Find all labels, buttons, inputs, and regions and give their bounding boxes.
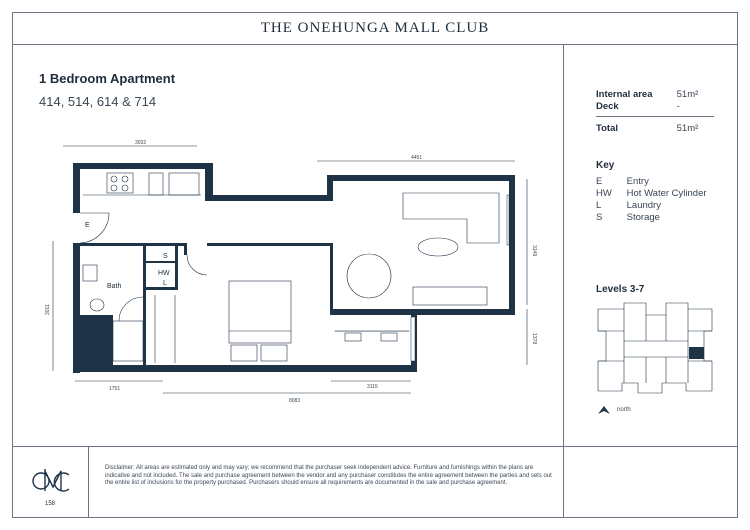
dim-bottom-left: 1751 — [109, 386, 121, 392]
key-desc: Entry — [626, 176, 649, 187]
bed — [229, 281, 291, 343]
stool-2 — [381, 333, 397, 341]
hob-4 — [122, 185, 128, 191]
vanity — [83, 265, 97, 281]
key-item — [596, 176, 649, 187]
label-storage: S — [163, 253, 168, 260]
apartment-title: 1 Bedroom Apartment — [39, 71, 176, 86]
wall-store-hw — [146, 261, 175, 263]
sofa — [403, 193, 499, 243]
apartment-units: 414, 514, 614 & 714 — [39, 94, 157, 109]
total-value: 51m² — [676, 123, 699, 134]
wall-living-bottom — [333, 309, 515, 315]
key-item — [596, 200, 661, 211]
wall-store-right — [175, 246, 178, 290]
stool-1 — [345, 333, 361, 341]
key-desc: Laundry — [626, 200, 661, 211]
wall-living-top — [327, 175, 515, 181]
dim-right-upper: 3149 — [531, 245, 537, 257]
key-item — [596, 188, 707, 199]
key-abbr: E — [596, 176, 603, 187]
area-rule — [596, 116, 714, 117]
wall-bed-living — [330, 243, 333, 315]
wall-bottom — [73, 365, 417, 372]
key-title: Key — [596, 160, 615, 171]
north-arrow-icon — [597, 405, 611, 415]
deck-label: Deck — [596, 101, 619, 112]
levels-label: Levels 3-7 — [596, 284, 645, 295]
key-abbr: S — [596, 212, 603, 223]
wall-bed-top — [207, 243, 333, 246]
wall-mid-top — [205, 195, 329, 201]
bed-drawer-2 — [261, 345, 287, 361]
north-indicator — [597, 405, 631, 415]
label-bath: Bath — [107, 283, 122, 290]
internal-area-row — [596, 89, 698, 100]
window-living — [507, 195, 509, 245]
logo-divider — [88, 447, 89, 517]
dim-bottom-right: 3115 — [367, 384, 378, 390]
label-entry: E — [85, 222, 90, 229]
floor-plan — [39, 125, 539, 415]
hob-3 — [111, 185, 117, 191]
shower — [113, 321, 143, 361]
key-desc: Storage — [626, 212, 660, 223]
logo-number: 158 — [45, 501, 56, 507]
key-desc: Hot Water Cylinder — [626, 188, 707, 199]
label-hot-water: HW — [158, 270, 170, 277]
bed-drawer-1 — [231, 345, 257, 361]
total-row — [596, 123, 698, 134]
dim-bottom-overall: 8083 — [289, 398, 301, 404]
cooktop — [107, 173, 133, 193]
dim-right-lower: 1378 — [531, 333, 537, 345]
deck-row — [596, 101, 680, 112]
tv-unit — [413, 287, 487, 305]
coffee-table — [418, 238, 458, 256]
wall-entry-left-top — [73, 163, 80, 213]
kitchen-bench — [169, 173, 199, 195]
toilet — [90, 299, 104, 311]
hob-2 — [122, 176, 128, 182]
window-bedroom — [411, 317, 415, 361]
dim-top-living: 4451 — [411, 155, 423, 161]
dim-left: 3011 — [45, 304, 51, 315]
hob-1 — [111, 176, 117, 182]
header-title: THE ONEHUNGA MALL CLUB — [260, 20, 490, 36]
page-frame — [12, 12, 738, 518]
wall-laundry-bottom — [146, 287, 175, 290]
key-abbr: HW — [596, 188, 612, 199]
building-key-plan — [596, 301, 716, 396]
internal-area-value: 51m² — [676, 89, 699, 100]
wall-bath-top — [80, 243, 184, 246]
key-abbr: L — [596, 200, 602, 211]
wall-bath-right — [143, 246, 146, 365]
dim-top-kitchen: 3032 — [135, 140, 147, 146]
key-item — [596, 212, 660, 223]
kitchen-sink — [149, 173, 163, 195]
wall-living-right — [509, 175, 515, 315]
header — [13, 13, 737, 45]
wall-kitchen-top — [73, 163, 213, 169]
internal-area-label: Internal area — [596, 89, 653, 100]
bath-door-swing — [119, 297, 143, 321]
wall-bed-nib — [184, 243, 187, 255]
omc-logo — [31, 461, 71, 511]
footer-divider — [13, 446, 737, 447]
dining-table — [347, 254, 391, 298]
bedroom-door-swing — [187, 255, 207, 275]
wall-bath-block — [73, 315, 113, 365]
disclaimer-text: Disclaimer: All areas are estimated only and may vary; we recommend that the purchaser seek independent advice. Furniture and furnishings within the plans are indicative and not included. The sale and purchase agreement between the vendor and any purchaser constitutes the entire agreement between the parties and sets out the entire list of inclusions for the property purchased. Purchasers should ensure all requirements are documented in the sale and purchase agreement. — [105, 465, 552, 487]
label-laundry: L — [163, 280, 167, 287]
total-label: Total — [596, 123, 618, 134]
deck-value: - — [676, 101, 680, 112]
north-label: north — [617, 407, 631, 413]
highlighted-unit — [689, 347, 704, 359]
